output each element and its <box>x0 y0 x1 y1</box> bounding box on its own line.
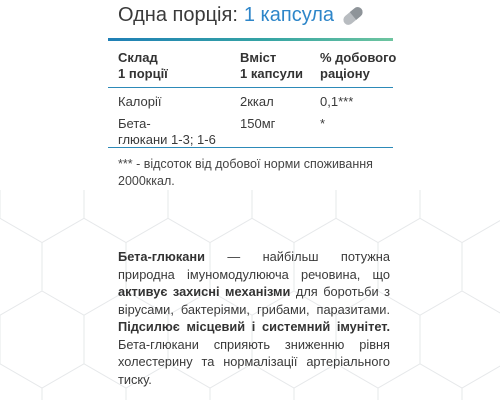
description-emphasis: Бета-глюкани <box>118 249 205 264</box>
row-percent: 0,1*** <box>320 94 354 109</box>
serving-size <box>118 4 366 27</box>
row-percent: * <box>320 116 326 131</box>
description-text: для боротьби з вірусами, бактеріями, грибами, паразитами. <box>118 284 390 317</box>
table-divider <box>108 87 393 88</box>
description-text: — найбільш потужна природна імуномодулююча речовина, що <box>118 249 390 282</box>
header-content: Вміст 1 капсули <box>240 50 303 81</box>
table-bottom-divider <box>108 147 393 148</box>
description-text: Бета-глюкани сприяють зниженню рівня холестерину та нормалізації артеріального тиску. <box>118 336 390 387</box>
row-name: Калорії <box>118 94 162 109</box>
capsule-icon <box>340 5 366 27</box>
row-amount: 150мг <box>240 116 276 131</box>
serving-value: 1 капсула <box>243 4 335 26</box>
serving-label: Одна порція: <box>118 4 238 26</box>
table-header-row <box>108 44 397 90</box>
header-composition: Склад 1 порції <box>118 50 168 81</box>
table-row <box>108 94 393 114</box>
row-amount: 2ккал <box>240 94 274 109</box>
nutrition-table <box>108 44 397 147</box>
description-emphasis: Підсилює місцевий і системний імунітет. <box>118 319 390 334</box>
table-row <box>108 116 393 150</box>
footnote: *** - відсоток від добової норми споживання 2000ккал. <box>118 157 373 188</box>
description-emphasis: активує захисні механізми <box>118 284 291 299</box>
header-daily-percent: % добового раціону <box>320 50 397 81</box>
product-description <box>118 248 390 388</box>
header-divider <box>108 38 393 41</box>
row-name: Бета- глюкани 1-3; 1-6 <box>118 116 216 147</box>
